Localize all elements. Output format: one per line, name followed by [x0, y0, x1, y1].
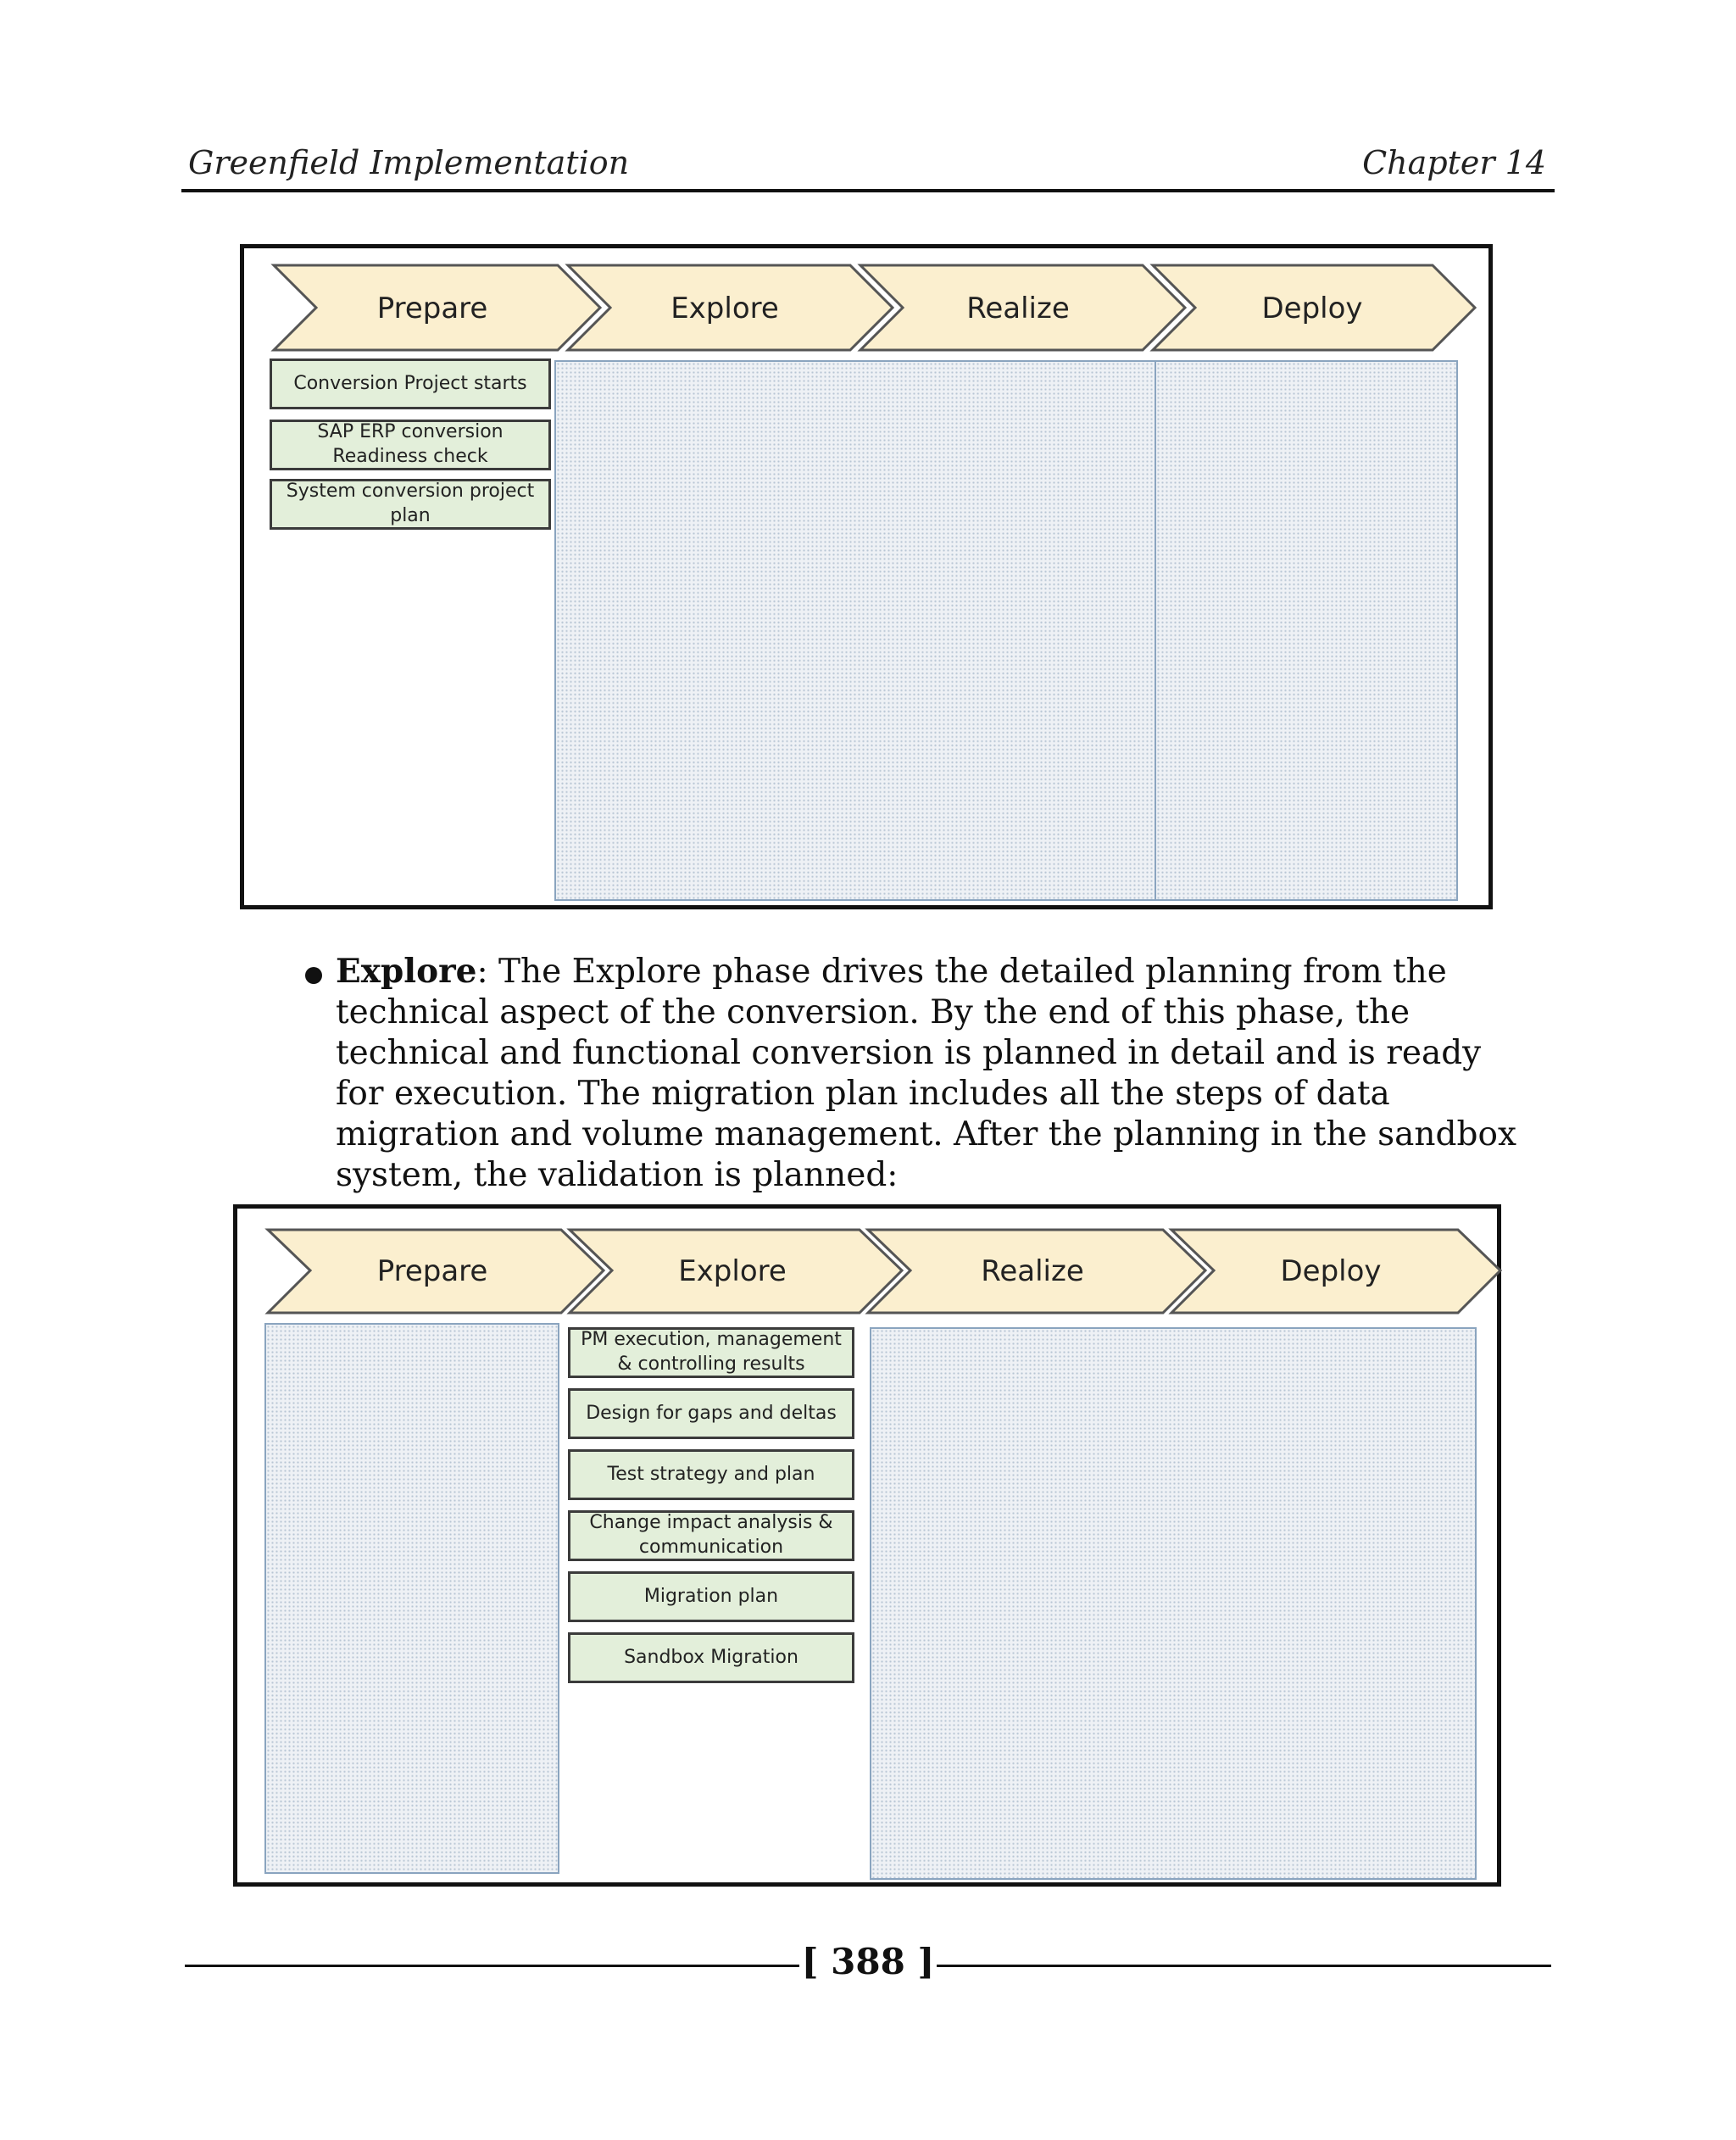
inactive-area-prepare [264, 1323, 559, 1874]
inactive-area-realize-deploy [870, 1327, 1477, 1880]
task-pm-execution: PM execution, management & controlling results [568, 1327, 854, 1378]
phase-label-prepare: Prepare [376, 292, 488, 325]
running-header-title: Greenfield Implementation [188, 144, 630, 181]
page-number: [ 388 ] [801, 1941, 935, 1982]
inactive-area-deploy [1155, 360, 1458, 901]
phase-label-deploy: Deploy [1280, 1254, 1382, 1288]
header-rule [181, 189, 1555, 192]
phase-label-explore: Explore [670, 292, 779, 325]
task-change-impact-analysis: Change impact analysis & communication [568, 1510, 854, 1561]
running-header-chapter: Chapter 14 [1362, 144, 1546, 181]
task-test-strategy: Test strategy and plan [568, 1449, 854, 1500]
task-readiness-check: SAP ERP conversion Readiness check [270, 420, 551, 470]
task-system-conversion-plan: System conversion project plan [270, 479, 551, 530]
explore-term: Explore [336, 952, 477, 991]
figure-prepare-phase [240, 244, 1493, 909]
task-design-gaps-deltas: Design for gaps and deltas [568, 1388, 854, 1439]
phase-label-prepare: Prepare [376, 1254, 488, 1288]
explore-paragraph [336, 951, 1522, 1196]
bullet-point [305, 967, 322, 984]
phase-label-realize: Realize [981, 1254, 1084, 1288]
figure-explore-phase [233, 1204, 1501, 1887]
phase-label-realize: Realize [966, 292, 1070, 325]
phase-label-explore: Explore [678, 1254, 787, 1288]
task-migration-plan: Migration plan [568, 1571, 854, 1622]
footer-rule-right [937, 1965, 1551, 1967]
footer-rule-left [185, 1965, 799, 1967]
explore-description: : The Explore phase drives the detailed planning from the technical aspect of the conversion. By the end of this phase, the technical and functional conversion is planned in detail and is ready for execution. The migration plan includes all the steps of data migration and volume management. After the planning in the sandbox system, the validation is planned: [336, 953, 1516, 1194]
phase-label-deploy: Deploy [1261, 292, 1363, 325]
inactive-area-explore-realize [554, 360, 1156, 901]
task-conversion-project-starts: Conversion Project starts [270, 359, 551, 409]
task-sandbox-migration: Sandbox Migration [568, 1632, 854, 1683]
